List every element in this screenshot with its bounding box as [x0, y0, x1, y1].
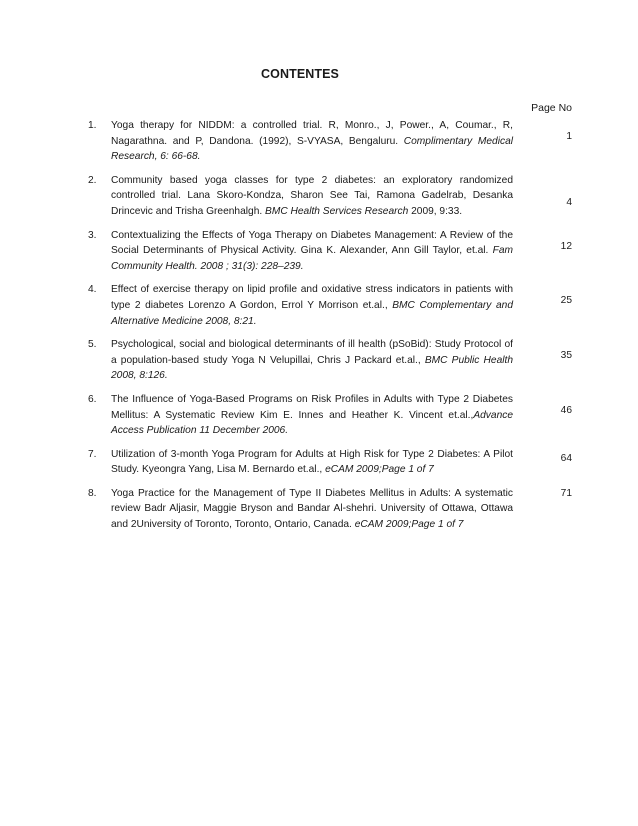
entry-source: BMC Health Services Research [265, 205, 409, 217]
table-of-contents [88, 118, 572, 541]
entry-page: 71 [560, 487, 572, 499]
toc-entry-7 [88, 447, 572, 478]
entry-citation: Community based yoga classes for type 2 diabetes: an exploratory randomized controlled trial. Lana Skoro-Kondza, Sharon See Tai, Ramona Gadelrab, Desanka Drincevic and Trisha Greenhalgh. [111, 174, 513, 217]
entry-text [107, 447, 513, 478]
entry-page: 1 [566, 131, 572, 142]
entry-number: 6. [88, 393, 97, 405]
page-title: CONTENTES [261, 67, 339, 81]
entry-page: 46 [560, 404, 572, 416]
entry-page: 4 [566, 196, 572, 208]
entry-text [107, 118, 513, 165]
entry-page: 64 [560, 452, 572, 464]
page-no-header: Page No [531, 102, 572, 114]
entry-number: 3. [88, 229, 97, 241]
entry-number: 5. [88, 339, 97, 351]
entry-number: 4. [88, 284, 97, 296]
entry-page: 35 [560, 350, 572, 362]
entry-text [107, 228, 513, 275]
entry-text [107, 282, 513, 329]
entry-source: eCAM 2009;Page 1 of 7 [325, 464, 434, 476]
entry-citation: Contextualizing the Effects of Yoga Therapy on Diabetes Management: A Review of the Social Determinants of Physical Activity. Gina K. Alexander, Ann Gill Taylor, et.al. [111, 229, 513, 257]
entry-source: BMC Complementary and Alternative Medicine 2008, 8:21. [111, 299, 513, 327]
entry-citation: Yoga therapy for NIDDM: a controlled trial. R, Monro., J, Power., A, Coumar., R, Nagarathna. and P, Dandona. (1992), S-VYASA, Bengaluru. [111, 120, 513, 147]
toc-entry-2 [88, 173, 572, 220]
entry-number: 8. [88, 487, 97, 499]
entry-number: 1. [88, 120, 97, 131]
entry-page: 12 [560, 240, 572, 252]
entry-citation: Effect of exercise therapy on lipid profile and oxidative stress indicators in patients with type 2 diabetes Lorenzo A Gordon, Errol Y Morrison et.al., [111, 284, 513, 311]
entry-citation: Utilization of 3-month Yoga Program for Adults at High Risk for Type 2 Diabetes: A Pilot Study. Kyeongra Yang, Lisa M. Bernardo et.al., [111, 448, 513, 476]
entry-citation-tail: 2009, 9:33. [408, 205, 463, 217]
entry-source: Fam Community Health. 2008 ; 31(3): 228–239. [111, 245, 513, 272]
toc-entry-4 [88, 282, 572, 329]
entry-number: 2. [88, 174, 97, 186]
entry-citation: The Influence of Yoga-Based Programs on Risk Profiles in Adults with Type 2 Diabetes Mellitus: A Systematic Review Kim E. Innes and Heather K. Vincent et.al., [111, 393, 513, 421]
entry-citation: Yoga Practice for the Management of Type II Diabetes Mellitus in Adults: A systematic review Badr Aljasir, Maggie Bryson and Bandar Al-shehri. University of Ottawa, Ottawa and 2University of Toronto, Toronto, Ontario, Canada. [111, 487, 513, 531]
entry-source: Advance Access Publication 11 December 2006. [111, 409, 513, 437]
toc-entry-5 [88, 337, 572, 384]
entry-source: eCAM 2009;Page 1 of 7 [354, 519, 464, 531]
entry-text [107, 173, 513, 220]
entry-page: 25 [560, 295, 572, 307]
entry-text [107, 392, 513, 439]
toc-entry-3 [88, 228, 572, 275]
toc-entry-6 [88, 392, 572, 439]
toc-entry-8 [88, 486, 572, 533]
entry-text [107, 486, 513, 533]
entry-text [107, 337, 513, 384]
entry-source: BMC Public Health 2008, 8:126. [111, 354, 513, 382]
entry-number: 7. [88, 448, 97, 460]
entry-source: Complimentary Medical Research, 6: 66-68. [111, 135, 514, 163]
entry-citation: Psychological, social and biological determinants of ill health (pSoBid): Study Protocol of a population-based study Yoga N Velupillai, Chris J Packard et.al., [111, 339, 513, 366]
toc-entry-1 [88, 118, 572, 165]
